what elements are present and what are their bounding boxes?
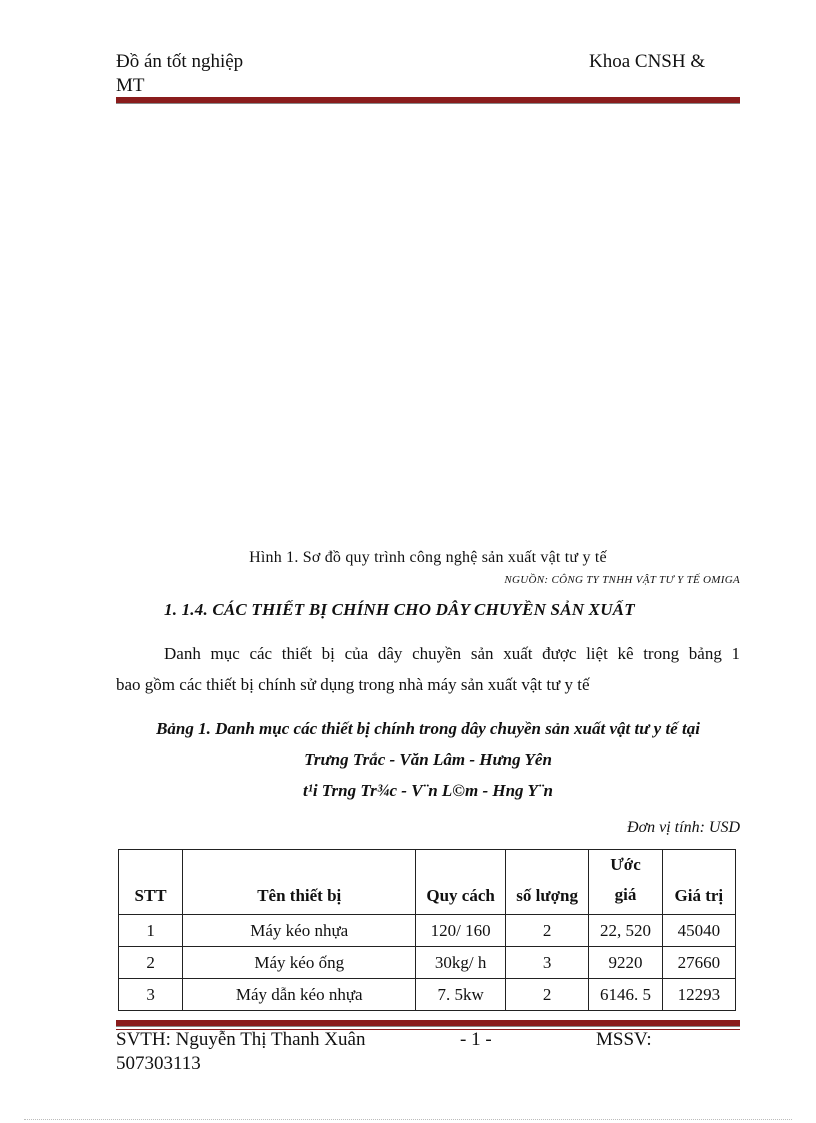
cell-value: 12293 — [662, 979, 735, 1011]
cell-spec: 30kg/ h — [416, 947, 506, 979]
col-header-price-bottom: giá — [614, 885, 637, 904]
table-row — [119, 947, 736, 979]
table-title — [100, 713, 756, 806]
cell-spec: 120/ 160 — [416, 915, 506, 947]
cell-price: 6146. 5 — [589, 979, 662, 1011]
equipment-table — [118, 849, 736, 1011]
col-header-qty: số lượng — [505, 850, 588, 915]
cell-qty: 3 — [505, 947, 588, 979]
footer-mssv: MSSV: — [596, 1029, 652, 1050]
unit-label: Đơn vị tính: USD — [627, 819, 740, 836]
cell-name: Máy kéo ống — [183, 947, 416, 979]
cell-stt: 3 — [119, 979, 183, 1011]
cell-spec: 7. 5kw — [416, 979, 506, 1011]
cell-name: Máy dẫn kéo nhựa — [183, 979, 416, 1011]
paragraph-line: bao gồm các thiết bị chính sử dụng trong nhà máy sản xuất vật tư y tế — [116, 675, 590, 694]
cell-value: 45040 — [662, 915, 735, 947]
table-title-line: t¹i Trng Tr¾c - V¨n L©m - Hng Y¨n — [303, 781, 553, 800]
header-left — [116, 50, 243, 98]
header-title-cont: MT — [116, 75, 145, 96]
cell-value: 27660 — [662, 947, 735, 979]
page-number: - 1 - — [460, 1029, 492, 1050]
footer-student — [116, 1028, 365, 1076]
footer-student-id: 507303113 — [116, 1053, 201, 1074]
cell-stt: 1 — [119, 915, 183, 947]
cell-price: 9220 — [589, 947, 662, 979]
cell-price: 22, 520 — [589, 915, 662, 947]
header-right: Khoa CNSH & — [589, 51, 706, 72]
table-title-line: Bảng 1. Danh mục các thiết bị chính trong dây chuyền sản xuất vật tư y tế tại — [156, 719, 700, 738]
col-header-stt: STT — [119, 850, 183, 915]
col-header-price — [589, 850, 662, 915]
table-title-line: Trưng Trắc - Văn Lâm - Hưng Yên — [304, 750, 552, 769]
paragraph-line: Danh mục các thiết bị của dây chuyền sản xuất được liệt kê trong bảng 1 — [164, 644, 740, 663]
col-header-spec: Quy cách — [416, 850, 506, 915]
page-edge-divider — [24, 1119, 792, 1120]
table-header-row — [119, 850, 736, 915]
section-paragraph — [116, 638, 740, 700]
cell-stt: 2 — [119, 947, 183, 979]
footer-rule — [116, 1020, 740, 1027]
section-heading: 1. 1.4. CÁC THIẾT BỊ CHÍNH CHO DÂY CHUYỀN SẢN XUẤT — [164, 600, 635, 619]
cell-name: Máy kéo nhựa — [183, 915, 416, 947]
cell-qty: 2 — [505, 915, 588, 947]
col-header-name: Tên thiết bị — [183, 850, 416, 915]
figure-source: NGUỒN: CÔNG TY TNHH VẬT TƯ Y TẾ OMIGA — [504, 574, 740, 586]
figure-caption: Hình 1. Sơ đồ quy trình công nghệ sản xuất vật tư y tế — [249, 549, 607, 566]
table-row — [119, 979, 736, 1011]
col-header-value: Giá trị — [662, 850, 735, 915]
col-header-price-top: Ước — [610, 855, 641, 874]
header-rule — [116, 97, 740, 104]
header-title: Đồ án tốt nghiệp — [116, 51, 244, 72]
footer-student-name: SVTH: Nguyễn Thị Thanh Xuân — [116, 1029, 366, 1050]
table-row — [119, 915, 736, 947]
cell-qty: 2 — [505, 979, 588, 1011]
